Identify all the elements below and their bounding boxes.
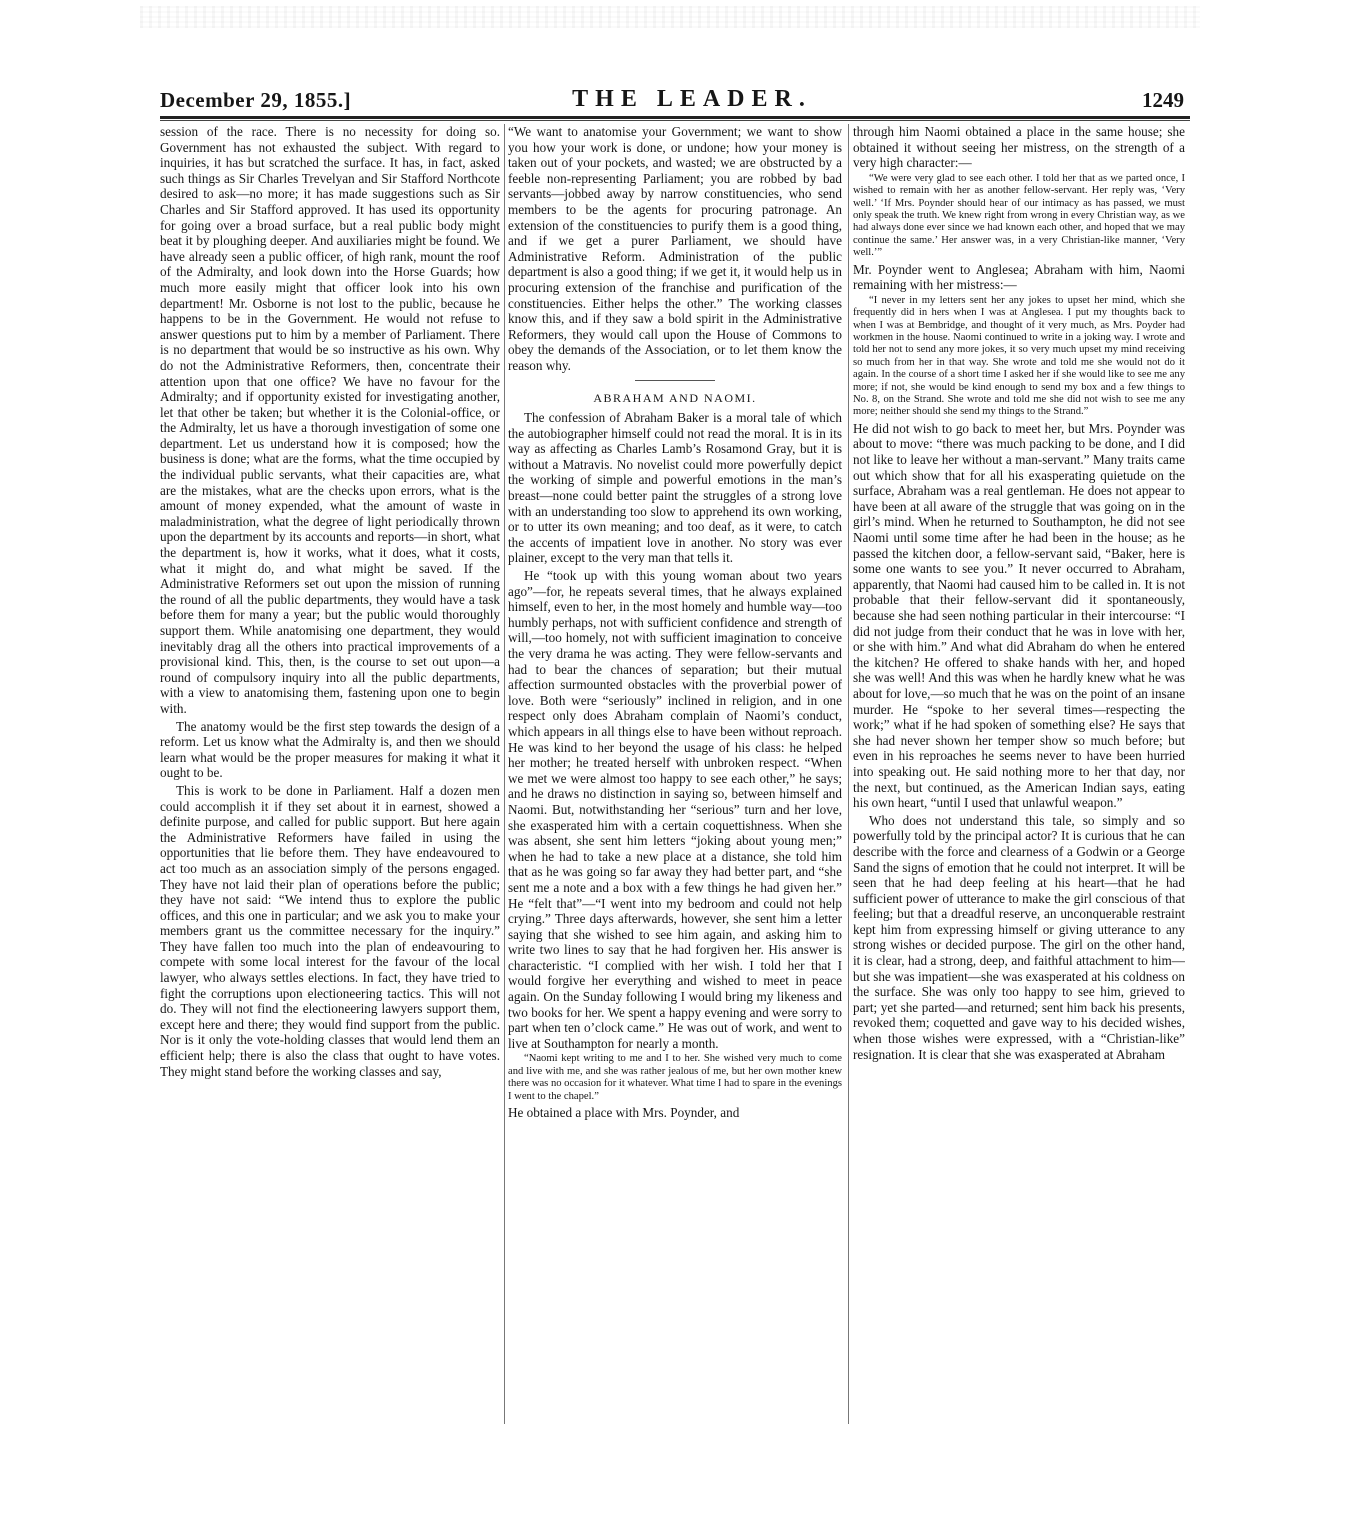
newspaper-title: THE LEADER. [572, 86, 812, 112]
column-2 [508, 124, 842, 1424]
issue-date: December 29, 1855.] [160, 88, 352, 112]
scan-artifact-strip [140, 6, 1200, 28]
article-paragraph: Mr. Poynder went to Anglesea; Abraham with him, Naomi remaining with her mistress:— [853, 261, 1185, 293]
article-paragraph: He obtained a place with Mrs. Poynder, and [508, 1105, 740, 1121]
page-number: 1249 [1142, 88, 1184, 112]
article-paragraph: This is work to be done in Parliament. Half a dozen men could accomplish it if they set about it in earnest, showed a definite purpose, and called for public support. But here again the Administrative Reformers have failed in using the opportunities that lie before them. They have endeavoured to act too much as an association simply of the persons engaged. They have not laid their plan of operations before the public; they have not said: “We intend thus to explore the public offices, and this one in particular; and we ask you to make your members grant us the committee necessary for the inquiry.” They have fallen too much into the plan of endeavouring to compete with some local interest for the favour of the local lawyer, who always settles elections. In fact, they have tried to fight the corruptions upon electioneering tactics. This will not do. They will not find the electioneering lawyers support them, except here and there; they would find support from the public. Nor is it only the vote-holding classes that would lend them an efficient help; there is also the class that ought to have votes. They might stand before the working classes and say, [160, 782, 500, 1079]
masthead-rule [160, 116, 1190, 119]
column-divider [504, 124, 505, 1424]
block-quote: “We were very glad to see each other. I told her that as we parted once, I wished to remain with her as another fellow-servant. Her reply was, ‘Very well.’ ‘If Mrs. Poynder should hear of our intimacy as has passed, we must only speak the truth. We knew right from wrong in every Christian way, as we had always done ever since we had known each other, and hoped that we may continue the same.’ Her answer was, in a very Christian-like manner, ‘Very well.’” [853, 172, 1185, 259]
article-paragraph: through him Naomi obtained a place in the same house; she obtained it without seeing her mistress, on the strength of a very high character:— [853, 124, 1185, 171]
article-paragraph: Who does not understand this tale, so simply and so powerfully told by the principal actor? It is curious that he can describe with the force and clearness of a Godwin or a George Sand the signs of emotion that he could not interpret. It will be seen that he had deep feeling at his heart—that he had sufficient power of utterance to make the girl conscious of that feeling; but that a dreadful reserve, an unconquerable restraint kept him from expressing himself or giving utterance to any strong wishes or decided purpose. The girl on the other hand, it is clear, had a strong, deep, and faithful attachment to him—but she was impatient—she was exasperated at his coldness on the surface. She was only too happy to see him, grieved to part; yet she parted—and returned; sent him back his presents, revoked them; coquetted and gave way to his decided wishes, when those wishes were expressed, with a “Christian-like” resignation. It is clear that she was exasperated at Abraham [853, 812, 1185, 1062]
article-heading: ABRAHAM AND NAOMI. [593, 390, 757, 405]
masthead [160, 86, 1190, 116]
masthead-rule-thin [160, 120, 1190, 121]
article-paragraph: He “took up with this young woman about two years ago”—for, he repeats several times, that he always explained himself, even to her, in the most homely and humble way—too humbly perhaps, not with sufficient confidence and strength of will,—too homely, not with sufficient imagination to conceive the very drama he was acting. They were fellow-servants and had to bear the chances of separation; but their mutual affection surmounted obstacles with the proverbial power of love. Both were “seriously” inclined in religion, and in one respect only does Abraham complain of Naomi’s conduct, which appears in all things else to have been without reproach. He was kind to her beyond the usage of his class: he helped her mother; he treated herself with unbroken respect. “When we met we were almost too happy to see each other,” he says; and he draws no distinction in saying so, between himself and Naomi. But, notwithstanding her “serious” turn and her love, she exasperated him with a certain coquettishness. When she was absent, she sent him letters “joking about young men;” when he had to take a new place at a distance, she told him that as he was going so far away they had better part, and “she sent me a note and a box with a few things he had given her.” He “felt that”—“I went into my bedroom and could not help crying.” Three days afterwards, however, she sent him a letter saying that she wished to see him again, and asking him to write two lines to say that he had forgiven her. His answer is characteristic. “I complied with her wish. I told her that I would forgive her everything and wished to meet in peace again. On the Sunday following I would bring my likeness and two books for her. We spent a happy evening and were sorry to part when ten o’clock came.” He was out of work, and went to live at Southampton for nearly a month. [508, 568, 842, 1051]
article-paragraph: The anatomy would be the first step towards the design of a reform. Let us know what the Admiralty is, and then we should learn what would be the proper measures for making it what it ought to be. [160, 718, 500, 781]
block-quote: “Naomi kept writing to me and I to her. She wished very much to come and live with me, and she was rather jealous of me, but her own mother knew there was no occasion for it whatever. What time I had to spare in the evenings I went to the chapel.” [508, 1053, 842, 1102]
article-paragraph: The confession of Abraham Baker is a moral tale of which the autobiographer himself could not read the moral. It is in its way as affecting as Charles Lamb’s Rosamond Gray, but it is without a Matravis. No novelist could more powerfully depict the working of simple and powerful emotions in the man’s breast—none could better paint the struggles of a strong love with an understanding too slow to apprehend its own working, or to utter its own meaning; and too deaf, as it were, to catch the accents of impatient love in another. No story was ever plainer, except to the very man that tells it. [508, 410, 842, 566]
article-paragraph: He did not wish to go back to meet her, but Mrs. Poynder was about to move: “there was much packing to be done, and I did not like to leave her without a man-servant.” Many traits came out which show that for all his exasperating quietude on the surface, Abraham was a real gentleman. He does not appear to have been at all aware of the struggle that was going on in the girl’s mind. When he returned to Southampton, he did not see Naomi until some time after he had been in the house; as he passed the kitchen door, a fellow-servant said, “Baker, here is some one wants to see you.” It never occurred to Abraham, apparently, that Naomi had caused him to be called in. It is not probable that their fellow-servant did it spontaneously, because she had seen nothing particular in their intercourse: “I did not judge from their conduct that he was in love with her, or she with him.” And what did Abraham do when he entered the kitchen? He offered to shake hands with her, and hoped she was well! And this was when he hardly knew what he was about for love,—so much that he was on the point of an insane murder. He “spoke to her several times—respecting the work;” what if he had spoken of something else? He says that she had never shown her temper show so much before; but even in his reproaches he seems never to have been hurried into speaking out. He said nothing more to her that day, nor the next, but continued, as the American Indian says, eating his own heart, “until I used that unlawful weapon.” [853, 420, 1185, 811]
article-paragraph: “We want to anatomise your Government; we want to show you how your work is done, or undone; how your money is taken out of your pockets, and wasted; we are obstructed by a feeble non-representing Parliament; you are robbed by bad servants—jobbed away by narrow constituencies, who send members to be the agents for procuring patronage. An extension of the constituencies to purify them is a good thing, and if we get a purer Parliament, we should have Administrative Reform. Administration of the public department is also a good thing; if we get it, it would help us in procuring extension of the franchise and purification of the constituencies. Either helps the other.” The working classes know this, and if they saw a bold spirit in the Administrative Reformers, they would call upon the House of Commons to obey the demands of the Association, or to let them know the reason why. [508, 124, 842, 373]
column-divider [848, 124, 849, 1424]
column-1 [160, 124, 500, 1424]
block-quote: “I never in my letters sent her any jokes to upset her mind, which she frequently did in hers when I was at Anglesea. I put my thoughts back to when I was at Bembridge, and thought of it very much, as Mrs. Poyder had workmen in the house. Naomi continued to write in a joking way. I wrote and told her not to send any more jokes, it so very much upset my mind receiving so much from her in that way. She wrote and told me she would not do it again. In the course of a short time I asked her if she would like to see me any more; if not, she would be kind enough to send my box and a few things to No. 8, on the Strand. She wrote and told me she did not wish to see me any more; neither should she send my things to the Strand.” [853, 294, 1185, 418]
column-3 [853, 124, 1185, 1424]
article-paragraph: session of the race. There is no necessity for doing so. Government has not exhausted the subject. With regard to inquiries, it has but scratched the surface. It has, in fact, asked such things as Sir Charles Trevelyan and Sir Stafford Northcote desired to ask—no more; it has made suggestions such as Sir Charles and Sir Stafford approved. It has used its opportunity for going over a broad surface, but a real public body might beat it by ploughing deeper. And auxiliaries might be found. We have already seen a public officer, of high rank, mount the roof of the Admiralty, and look down into the Horse Guards; how much more easily might that officer look into his own department! Mr. Osborne is not lost to the public, because he happens to be in the Government. He would not refuse to answer questions put to him by a member of Parliament. There is no department that would be so instructive as his own. Why do not the Administrative Reformers, then, concentrate their attention upon that one office? We have no favour for the Admiralty; and if opportunity existed for investigating another, let that other be taken; but whether it is the Colonial-office, or the Admiralty, let us have a thorough investigation of some one department. Let us understand how it is composed; how the business is done; what are the forms, what the time occupied by the individual public servants, what their capacities are, what are the mistakes, what are the checks upon errors, what is the amount of money expended, what the amount of waste in maladministration, what the degree of light periodically thrown upon the department by its accounts and reports—in short, what the department is, how it works, what it does, what it costs, what it might do, and what might be saved. If the Administrative Reformers set out upon the mission of running the round of all the public departments, they would have a task before them for many a year; but the public would thoroughly support them. While anatomising one department, they would inevitably drag all the others into practical improvements of a provisional kind. This, then, is the course to set out upon—a round of compulsory inquiry into all the public departments, with a view to anatomising them, fastening upon one to begin with. [160, 124, 500, 716]
section-separator [635, 380, 715, 381]
